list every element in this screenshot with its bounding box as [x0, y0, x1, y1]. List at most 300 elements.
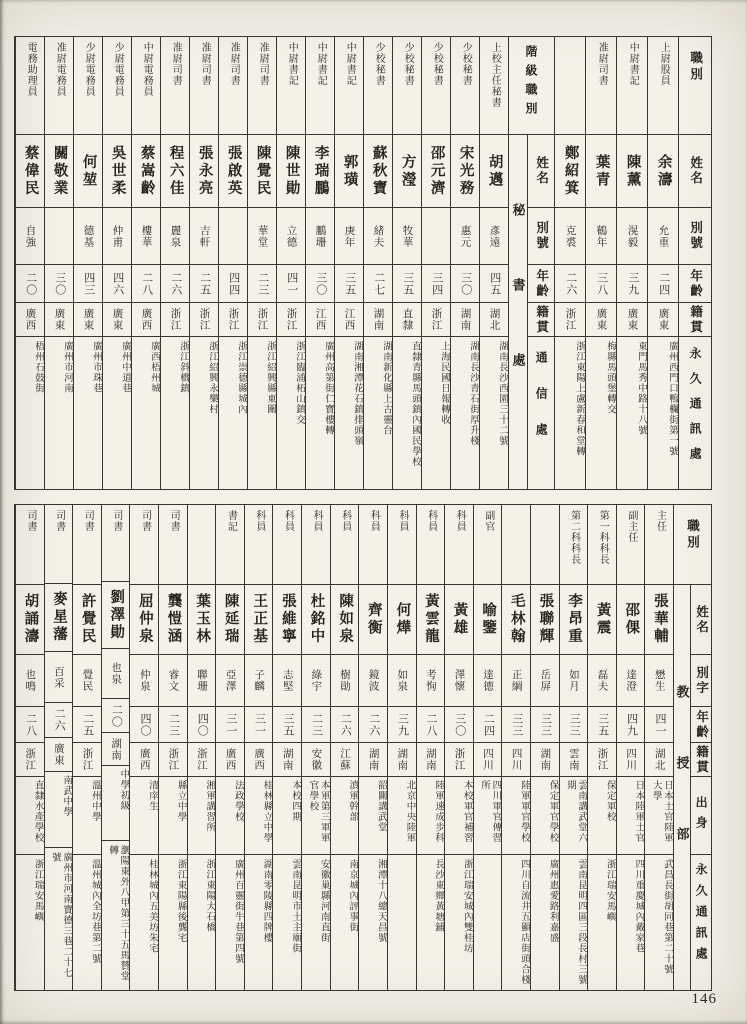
person-rank: 第一科科長	[588, 505, 616, 585]
person-column	[187, 505, 216, 990]
person-address: 上海民國日報轉收	[439, 341, 449, 425]
person-column	[421, 37, 450, 489]
person-rank: 科員	[388, 505, 416, 585]
person-alias: 允重	[648, 208, 678, 265]
header-job-label: 職別	[679, 37, 711, 135]
person-age: 三三	[502, 707, 530, 743]
person-origin: 湖南	[273, 743, 301, 777]
person-background: 桂林縣立中學	[245, 777, 273, 855]
person-alias: 綠宇	[302, 655, 330, 707]
person-column	[15, 505, 44, 990]
person-rank: 准尉司書	[248, 37, 276, 135]
person-age: 二三	[302, 707, 330, 743]
person-origin: 浙江	[188, 743, 216, 777]
person-age: 三〇	[451, 265, 479, 303]
person-age: 二三	[159, 707, 187, 743]
person-name: 程六佳	[161, 135, 189, 208]
person-column	[301, 505, 330, 990]
person-name: 黃雲龍	[417, 585, 445, 655]
person-origin: 浙江	[588, 743, 616, 777]
person-alias: 鏡波	[359, 655, 387, 707]
person-origin: 浙江	[422, 303, 450, 337]
person-address: 湘潭十八總天昌號	[375, 859, 386, 943]
person-column	[158, 505, 187, 990]
person-age: 四四	[219, 265, 247, 303]
person-column	[501, 505, 530, 990]
person-column	[616, 37, 647, 489]
person-name: 陳覺民	[248, 135, 276, 208]
person-name: 喻鑒	[474, 585, 502, 655]
person-column	[554, 37, 585, 489]
person-column	[473, 505, 502, 990]
person-alias: 志堅	[273, 655, 301, 707]
person-column	[215, 505, 244, 990]
person-rank: 電務助理員	[16, 37, 44, 135]
person-name: 麥星藩	[45, 584, 73, 653]
person-origin: 浙江	[190, 303, 218, 337]
person-age: 二五	[190, 265, 218, 303]
person-age: 三〇	[445, 707, 473, 743]
person-alias: 達澄	[617, 655, 645, 707]
person-alias: 考恂	[417, 655, 445, 707]
person-rank: 科員	[445, 505, 473, 585]
person-background: 滇軍幹部	[331, 777, 359, 855]
faculty-table	[14, 504, 712, 991]
person-origin: 浙江	[445, 743, 473, 777]
person-column	[530, 505, 559, 990]
person-rank: 科員	[359, 505, 387, 585]
person-age: 三四	[422, 265, 450, 303]
person-origin: 廣西	[245, 743, 273, 777]
person-column	[587, 505, 616, 990]
person-address: 安徽巢縣河南直街	[318, 859, 329, 943]
person-name: 蔡偉民	[16, 135, 44, 208]
divider-address-label: 通信處	[534, 351, 549, 459]
person-name: 陳延瑞	[216, 585, 244, 655]
person-origin: 廣東	[45, 738, 73, 771]
person-age: 三一	[245, 707, 273, 743]
person-name: 李昂重	[560, 585, 588, 655]
person-alias: 亞澤	[216, 655, 244, 707]
person-rank: 少校秘書	[364, 37, 392, 135]
page-number: 146	[691, 991, 717, 1007]
divider-body	[509, 135, 554, 489]
person-column	[218, 37, 247, 489]
person-name: 張維寧	[273, 585, 301, 655]
secretariat-divider-column	[508, 37, 554, 489]
divider-origin-label: 籍貫	[528, 303, 554, 337]
person-origin: 直隸	[393, 303, 421, 337]
header-alias-label: 別字	[691, 655, 711, 707]
header-background-label: 出身	[691, 777, 711, 855]
person-address: 湖南湘潭花石鎮排頭嶺	[352, 341, 362, 446]
person-address: 東門馬秀中路十八號	[636, 341, 646, 436]
person-age: 二八	[417, 707, 445, 743]
person-age: 三五	[588, 707, 616, 743]
person-name: 齊衡	[359, 585, 387, 655]
person-address: 雲南昆明四區三段長村三號	[576, 859, 587, 985]
secretariat-table	[14, 36, 712, 490]
person-age: 三一	[216, 707, 244, 743]
person-rank	[502, 505, 530, 585]
person-background: 韶關講武堂	[359, 777, 387, 855]
person-name: 黃雄	[445, 585, 473, 655]
person-rank: 准尉司書	[219, 37, 247, 135]
header-origin-label: 籍貫	[679, 303, 711, 337]
header-name-label: 姓名	[679, 135, 711, 208]
person-origin: 四川	[617, 743, 645, 777]
person-age: 四九	[617, 707, 645, 743]
person-name: 宋光務	[451, 135, 479, 208]
person-alias: 彥遠	[480, 208, 508, 265]
person-origin: 湖南	[359, 743, 387, 777]
person-background: 中學初級	[102, 766, 130, 841]
person-address: 湖南長沙青石街厚升棧	[468, 341, 478, 446]
person-rank: 科員	[302, 505, 330, 585]
person-rank: 上校主任秘書	[480, 37, 508, 135]
person-address: 武昌長街胡同巷第二十號	[662, 859, 672, 975]
person-address: 瀏陽東外八甲第三十五馬贊堂轉	[107, 845, 129, 982]
person-age: 四〇	[130, 707, 158, 743]
person-address: 浙江東陽縣後龔宅	[175, 859, 186, 943]
person-age: 三三	[531, 707, 559, 743]
person-alias: 岳屏	[531, 655, 559, 707]
person-alias: 也鳴	[16, 655, 44, 707]
person-rank: 中尉電務員	[132, 37, 160, 135]
person-name: 陳薰	[617, 135, 647, 208]
person-background: 南武中學	[45, 772, 73, 849]
person-rank: 少校秘書	[393, 37, 421, 135]
person-origin: 廣東	[74, 303, 102, 337]
person-name: 劉澤勛	[102, 582, 130, 649]
person-alias: 如泉	[388, 655, 416, 707]
person-rank	[188, 505, 216, 585]
person-alias: 睿文	[159, 655, 187, 707]
person-age: 三三	[560, 707, 588, 743]
divider-age-label: 年齡	[528, 265, 554, 303]
header-job-label: 職別	[674, 505, 711, 585]
person-rank: 中尉書記	[306, 37, 334, 135]
person-name: 吳世柔	[103, 135, 131, 208]
person-background: 日本陸軍士官	[617, 777, 645, 855]
person-address: 四川自流井五顯店街頭合棧	[518, 859, 529, 985]
person-origin: 安徽	[302, 743, 330, 777]
person-background: 北京中央陸軍	[388, 777, 416, 855]
person-column	[358, 505, 387, 990]
person-rank: 少尉電務員	[74, 37, 102, 135]
person-origin: 廣東	[617, 303, 647, 337]
top-header-column	[678, 37, 711, 489]
person-background: 湘軍講習所	[188, 777, 216, 855]
person-origin: 浙江	[219, 303, 247, 337]
person-column	[276, 37, 305, 489]
person-name: 何燁	[388, 585, 416, 655]
person-origin: 江西	[335, 303, 363, 337]
person-rank: 主任	[645, 505, 673, 585]
person-age: 三〇	[306, 265, 334, 303]
person-name: 屈仲泉	[130, 585, 158, 655]
person-address: 廣州惠愛路利嘉盛	[547, 859, 558, 943]
person-background: 縣立中學	[159, 777, 187, 855]
person-age: 二〇	[16, 265, 44, 303]
person-background: 保定軍官學校	[531, 777, 559, 855]
person-age: 二四	[648, 265, 678, 303]
person-address: 長沙東鄉黃塘鋪	[433, 859, 444, 933]
person-rank: 上尉股員	[648, 37, 678, 135]
person-address: 浙江瑞安城內雙桂坊	[461, 859, 472, 954]
person-column	[73, 37, 102, 489]
person-name: 余濤	[648, 135, 678, 208]
person-rank: 准尉司書	[586, 37, 616, 135]
bottom-header-column	[673, 505, 711, 990]
person-origin: 浙江	[159, 743, 187, 777]
person-age: 二八	[132, 265, 160, 303]
person-rank: 司書	[130, 505, 158, 585]
person-address: 浙江臨浦柘山鎮交	[294, 341, 304, 425]
person-address: 浙江東陽上盧新春和堂轉	[574, 341, 584, 457]
person-alias: 正綱	[502, 655, 530, 707]
person-alias: 麗泉	[161, 208, 189, 265]
person-age: 二三	[248, 265, 276, 303]
person-age: 二八	[16, 707, 44, 743]
person-alias: 如月	[560, 655, 588, 707]
bottom-header-labels	[691, 585, 711, 990]
person-age: 二〇	[102, 699, 130, 734]
person-origin: 廣西	[216, 743, 244, 777]
person-background: 陸軍速成步科	[417, 777, 445, 855]
person-rank: 科員	[331, 505, 359, 585]
person-address: 直隸青縣馬頭鎮內國民學校	[410, 341, 420, 467]
person-age: 四一	[277, 265, 305, 303]
person-background: 本校軍官補習	[445, 777, 473, 855]
person-column	[15, 37, 44, 489]
person-address: 廣州高第街仁寶樓轉	[323, 341, 333, 436]
person-age: 三五	[335, 265, 363, 303]
person-address: 廣西梧州城	[149, 341, 159, 394]
section-name-secretariat: 秘書處	[509, 135, 528, 489]
person-alias: 吉軒	[190, 208, 218, 265]
person-column	[363, 37, 392, 489]
person-alias: 華堂	[248, 208, 276, 265]
person-rank: 書記	[216, 505, 244, 585]
person-alias: 樹勛	[331, 655, 359, 707]
person-address: 梧州石鼓街	[33, 341, 43, 394]
person-address: 溫州城內全坊巷第二號	[89, 859, 100, 964]
person-origin: 浙江	[555, 303, 585, 337]
person-alias: 德基	[74, 208, 102, 265]
person-address: 廣州百靈街牛巷第四號	[232, 859, 243, 964]
person-origin: 湖南	[531, 743, 559, 777]
person-origin: 浙江	[248, 303, 276, 337]
person-background: 直隸水產學校	[16, 777, 44, 855]
person-background: 本軍第三軍軍官學校	[302, 777, 330, 855]
person-name: 黃震	[588, 585, 616, 655]
person-column	[387, 505, 416, 990]
person-age: 二七	[364, 265, 392, 303]
person-name: 鄭紹箕	[555, 135, 585, 208]
person-address: 湖南長沙西園三十二號	[497, 341, 507, 446]
person-background: 四川軍官傳習所	[474, 777, 502, 855]
person-rank: 司書	[73, 505, 101, 585]
person-column	[444, 505, 473, 990]
person-age: 四一	[645, 707, 673, 743]
person-column	[644, 505, 673, 990]
person-rank: 中尉書記	[617, 37, 647, 135]
person-name: 龔愷涵	[159, 585, 187, 655]
person-column	[272, 505, 301, 990]
person-origin: 廣東	[45, 303, 73, 337]
person-age: 二五	[73, 707, 101, 743]
person-address: 南京城內評事街	[347, 859, 358, 933]
person-address: 梅縣馬頭堡轉交	[605, 341, 615, 415]
person-age: 四〇	[188, 707, 216, 743]
person-rank	[555, 37, 585, 135]
person-rank: 科員	[245, 505, 273, 585]
person-rank: 准尉司書	[190, 37, 218, 135]
person-rank: 中尉書記	[335, 37, 363, 135]
divider-labels	[528, 135, 554, 489]
divider-alias-label: 別號	[528, 208, 554, 265]
person-age: 三八	[586, 265, 616, 303]
person-origin: 四川	[502, 743, 530, 777]
person-origin: 廣東	[103, 303, 131, 337]
person-alias: 達德	[474, 655, 502, 707]
person-origin: 浙江	[277, 303, 305, 337]
person-background: 清庠生	[130, 777, 158, 855]
person-address: 浙江紹興縣東關	[265, 341, 275, 415]
person-column	[44, 37, 73, 489]
section-name-faculty: 教授部	[674, 585, 691, 990]
person-origin: 浙江	[161, 303, 189, 337]
person-alias: 聯珊	[188, 655, 216, 707]
person-origin: 廣西	[130, 743, 158, 777]
person-name: 葉玉林	[188, 585, 216, 655]
person-origin: 廣東	[648, 303, 678, 337]
person-rank: 副官	[474, 505, 502, 585]
person-rank	[531, 505, 559, 585]
person-age: 三五	[393, 265, 421, 303]
person-rank: 中尉書記	[277, 37, 305, 135]
person-origin: 浙江	[16, 743, 44, 777]
person-column	[189, 37, 218, 489]
person-rank: 少校秘書	[451, 37, 479, 135]
person-alias	[422, 208, 450, 265]
person-name: 毛林翰	[502, 585, 530, 655]
person-age: 四三	[74, 265, 102, 303]
person-column	[101, 505, 130, 990]
person-age: 四五	[480, 265, 508, 303]
person-alias: 牧華	[393, 208, 421, 265]
person-address: 桂林城內五美坊朱宅	[147, 859, 158, 954]
person-name: 邵元濟	[422, 135, 450, 208]
person-address: 廣州市珠巷	[91, 341, 101, 394]
person-background: 法政學校	[216, 777, 244, 855]
person-name: 何堃	[74, 135, 102, 208]
person-alias: 自強	[16, 208, 44, 265]
person-origin: 湖南	[388, 743, 416, 777]
person-age: 二四	[474, 707, 502, 743]
person-column	[102, 37, 131, 489]
header-age-label: 年齡	[679, 265, 711, 303]
person-name: 陳如泉	[331, 585, 359, 655]
person-rank: 第二科科長	[560, 505, 588, 585]
person-alias: 庚年	[335, 208, 363, 265]
person-address: 浙江瑞安馬嶼	[32, 859, 43, 922]
person-name: 郭璜	[335, 135, 363, 208]
person-alias: 緒夫	[364, 208, 392, 265]
person-name: 張啟英	[219, 135, 247, 208]
person-column	[616, 505, 645, 990]
person-address: 雲南昆明市土主廟街	[290, 859, 301, 954]
person-alias: 滉毅	[617, 208, 647, 265]
person-alias: 樓華	[132, 208, 160, 265]
person-rank: 科員	[417, 505, 445, 585]
person-age: 二六	[45, 703, 73, 738]
person-name: 蘇秋寶	[364, 135, 392, 208]
person-age: 二六	[331, 707, 359, 743]
person-rank: 司書	[45, 505, 73, 584]
person-address	[388, 855, 416, 990]
person-alias: 懋生	[645, 655, 673, 707]
person-address: 浙江東陽大石橋	[204, 859, 215, 933]
divider-name-label: 姓名	[528, 135, 554, 208]
person-origin: 江西	[306, 303, 334, 337]
person-column	[450, 37, 479, 489]
person-name: 張華輔	[645, 585, 673, 655]
header-origin-label: 籍貫	[691, 743, 711, 777]
person-column	[129, 505, 158, 990]
person-column	[131, 37, 160, 489]
person-address: 浙江瑞安馬嶼	[604, 859, 615, 922]
person-alias: 澤懷	[445, 655, 473, 707]
person-age: 三九	[388, 707, 416, 743]
person-origin: 浙江	[73, 743, 101, 777]
header-alias-label: 別號	[679, 208, 711, 265]
person-rank: 准尉電務員	[45, 37, 73, 135]
person-background: 雲南講武堂六期	[560, 777, 588, 855]
person-column	[244, 505, 273, 990]
person-column	[416, 505, 445, 990]
person-rank: 司書	[102, 505, 130, 582]
person-alias: 子麟	[245, 655, 273, 707]
person-name: 葉青	[586, 135, 616, 208]
person-name: 許覺民	[73, 585, 101, 655]
person-address	[474, 855, 502, 990]
person-alias: 磊夫	[588, 655, 616, 707]
person-origin: 江蘇	[331, 743, 359, 777]
person-alias	[219, 208, 247, 265]
person-name: 張永亮	[190, 135, 218, 208]
person-origin: 湖南	[417, 743, 445, 777]
person-name: 胡邁	[480, 135, 508, 208]
person-name: 陳世勛	[277, 135, 305, 208]
person-origin: 湖北	[645, 743, 673, 777]
person-age: 二六	[359, 707, 387, 743]
person-name: 邵倮	[617, 585, 645, 655]
person-column	[330, 505, 359, 990]
person-origin: 四川	[474, 743, 502, 777]
person-alias: 惠元	[451, 208, 479, 265]
person-address: 廣州西門口鴨欄街第一號	[667, 341, 677, 457]
header-age-label: 年齡	[691, 707, 711, 743]
person-rank: 副主任	[617, 505, 645, 585]
person-address: 湖南零陵縣四牌樓	[261, 859, 272, 943]
person-alias: 鶴年	[586, 208, 616, 265]
person-address: 浙江斜橋鎮	[178, 341, 188, 394]
divider-rank-label: 階級職別	[509, 37, 554, 135]
person-column	[160, 37, 189, 489]
person-name: 胡誦濤	[16, 585, 44, 655]
